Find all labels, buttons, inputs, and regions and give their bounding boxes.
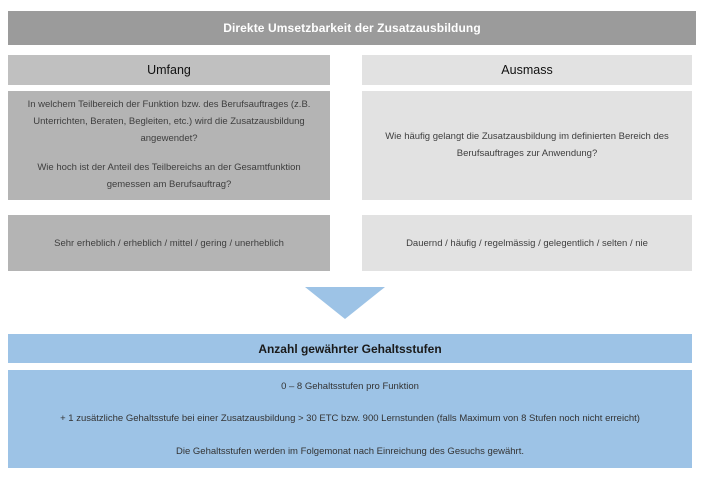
- column-header-ausmass-label: Ausmass: [501, 63, 553, 77]
- result-header-bar: [8, 334, 692, 363]
- scale-box-ausmass: [362, 215, 692, 271]
- arrow-down-triangle-icon: [305, 287, 385, 319]
- result-body: [8, 370, 692, 468]
- result-line-3: Die Gehaltsstufen werden im Folgemonat nach Einreichung des Gesuchs gewährt.: [176, 445, 524, 457]
- scale-umfang-label: Sehr erheblich / erheblich / mittel / gering / unerheblich: [54, 237, 284, 249]
- question-box-ausmass-content: [376, 129, 678, 162]
- question-box-umfang-content: [22, 97, 316, 193]
- scale-ausmass-label: Dauernd / häufig / regelmässig / gelegentlich / selten / nie: [406, 237, 648, 249]
- diagram-title: Direkte Umsetzbarkeit der Zusatzausbildung: [223, 21, 481, 35]
- question-spacer: [22, 147, 316, 160]
- question-umfang-2: Wie hoch ist der Anteil des Teilbereichs an der Gesamtfunktion gemessen am Berufsauftrag?: [37, 162, 301, 190]
- scale-box-umfang: [8, 215, 330, 271]
- column-header-ausmass: [362, 55, 692, 85]
- result-line-1: 0 – 8 Gehaltsstufen pro Funktion: [281, 381, 419, 393]
- question-box-ausmass: [362, 91, 692, 200]
- question-box-umfang: [8, 91, 330, 200]
- diagram-title-bar: [8, 11, 696, 45]
- result-header-label: Anzahl gewährter Gehaltsstufen: [258, 341, 442, 356]
- column-header-umfang: [8, 55, 330, 85]
- result-line-2: + 1 zusätzliche Gehaltsstufe bei einer Zusatzausbildung > 30 ETC bzw. 900 Lernstunden (falls Maximum von 8 Stufen noch nicht erreicht): [60, 413, 640, 425]
- column-header-umfang-label: Umfang: [147, 63, 191, 77]
- question-ausmass-1: Wie häufig gelangt die Zusatzausbildung im definierten Bereich des Berufsauftrages zur Anwendung?: [385, 130, 669, 159]
- question-umfang-1: In welchem Teilbereich der Funktion bzw. des Berufsauftrages (z.B. Unterrichten, Beraten, Begleiten, etc.) wird die Zusatzausbildung angewendet?: [27, 99, 311, 144]
